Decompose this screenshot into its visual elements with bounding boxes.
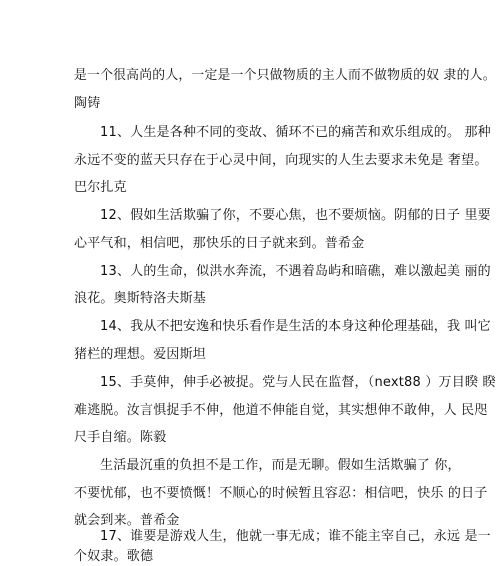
text-line: 15、手莫伸，伸手必被捉。党与人民在监督，（next88 ）万目睽 睽: [100, 375, 496, 390]
text-line: 个奴隶。歌德: [74, 549, 154, 564]
text-line: 就会到来。普希金: [74, 513, 180, 528]
text-line: 13、人的生命，似洪水奔流，不遇着岛屿和暗礁，难以激起美 丽的: [100, 264, 491, 279]
text-line: 不要忧郁，也不要愤慨！不顺心的时候暂且容忍：相信吧，快乐 的日子: [74, 486, 488, 501]
text-line: 陶铸: [74, 96, 101, 111]
text-line: 12、假如生活欺骗了你，不要心焦，也不要烦恼。阴郁的日子 里要: [100, 208, 491, 223]
text-line: 是一个很高尚的人，一定是一个只做物质的主人而不做物质的奴 隶的人。: [74, 68, 496, 83]
text-line: 猪栏的理想。爱因斯坦: [74, 347, 207, 362]
text-line: 17、谁要是游戏人生，他就一事无成；谁不能主宰自己，永远 是一: [100, 529, 491, 544]
text-line: 永远不变的蓝天只存在于心灵中间，向现实的人生去要求未免是 奢望。: [74, 153, 488, 168]
text-line: 尺手自缩。陈毅: [74, 430, 167, 445]
text-line: 难逃脱。汝言惧捉手不伸，他道不伸能自觉，其实想伸不敢伸，人 民咫: [74, 403, 488, 418]
text-line: 14、我从不把安逸和快乐看作是生活的本身这种伦理基础，我 叫它: [100, 319, 491, 334]
text-line: 生活最沉重的负担不是工作，而是无聊。假如生活欺骗了 你，: [100, 458, 461, 473]
text-line: 心平气和，相信吧，那快乐的日子就来到。普希金: [74, 236, 365, 251]
text-line: 11、人生是各种不同的变故、循环不已的痛苦和欢乐组成的。 那种: [100, 125, 491, 140]
text-line: 浪花。奥斯特洛夫斯基: [74, 291, 207, 306]
text-line: 巴尔扎克: [74, 180, 127, 195]
